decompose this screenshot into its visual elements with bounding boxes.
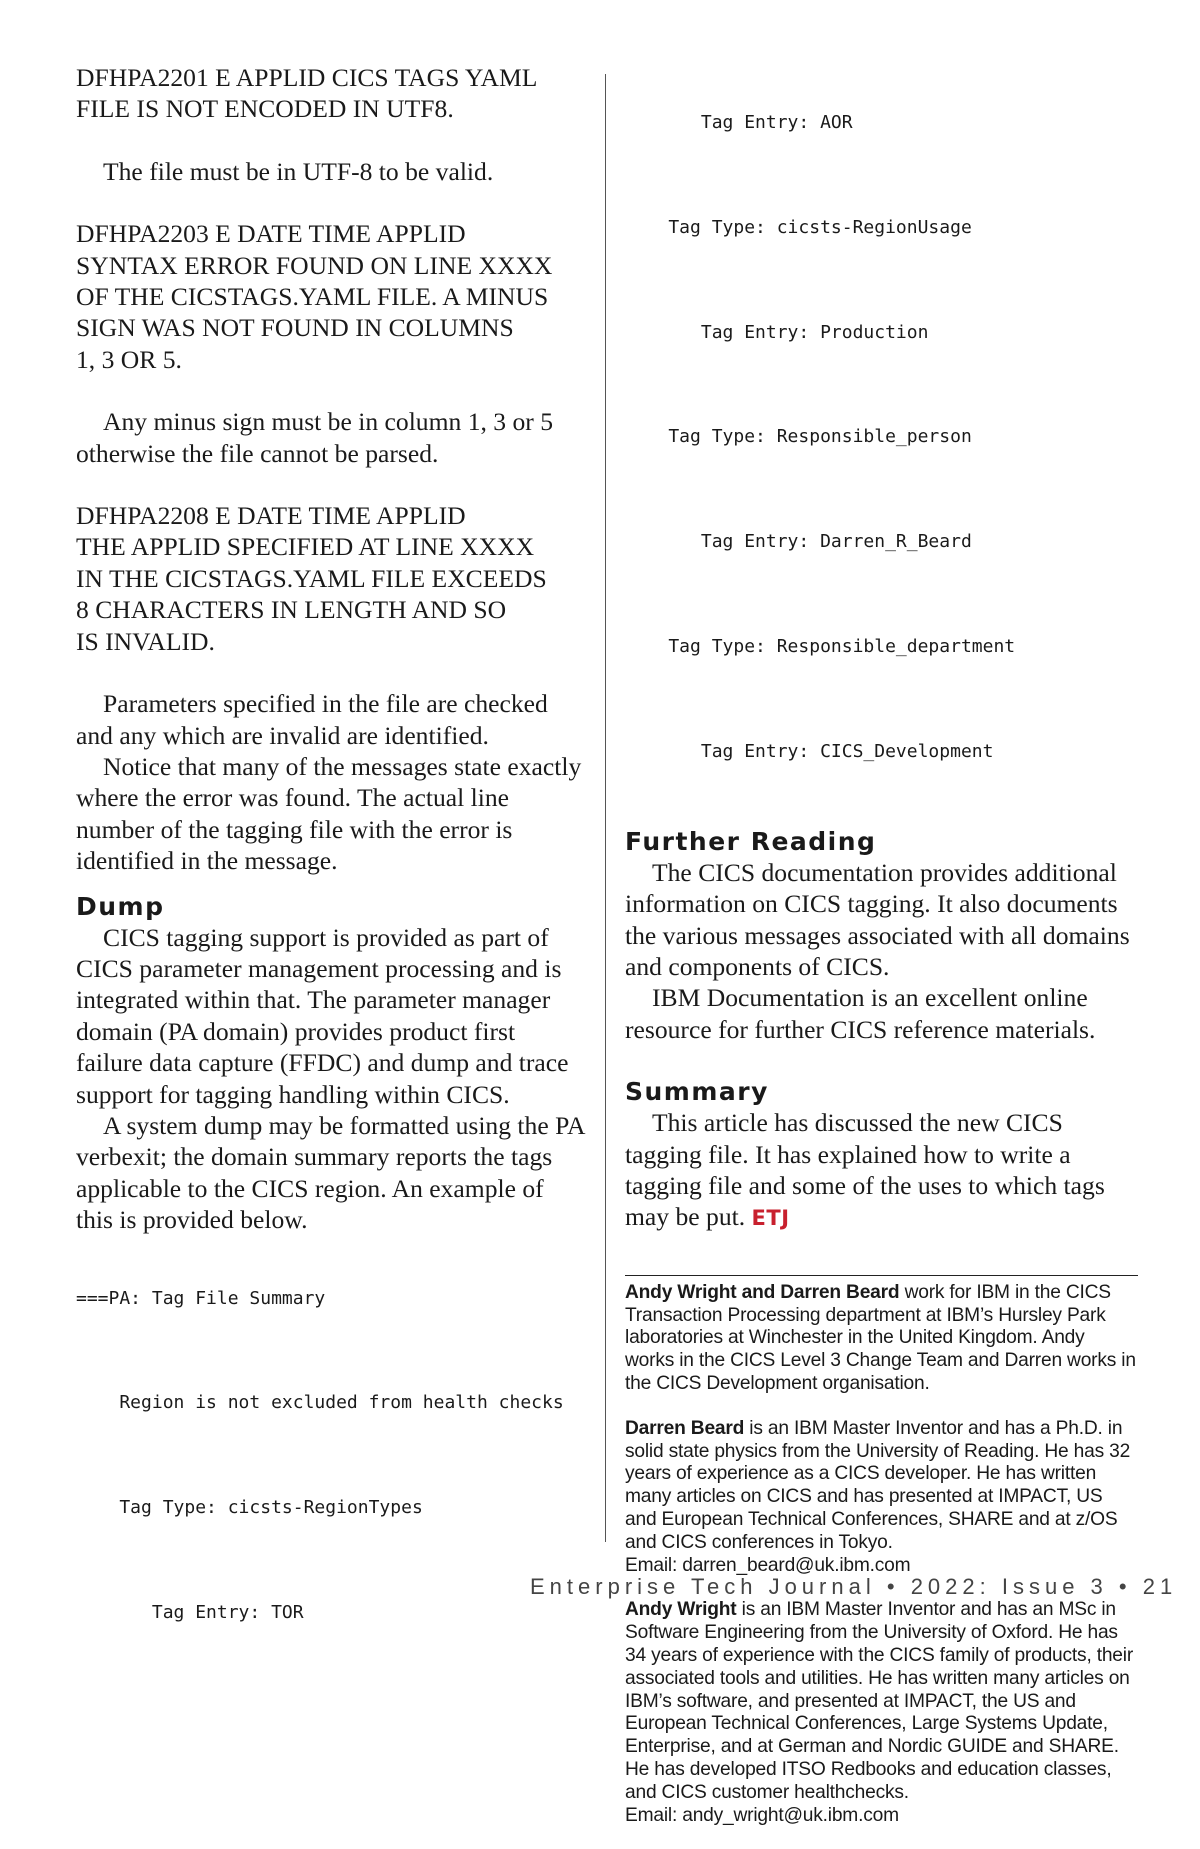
message-line: FILE IS NOT ENCODED IN UTF8. (76, 94, 454, 124)
message-line: DFHPA2208 E DATE TIME APPLID (76, 501, 466, 531)
bio-email: Email: darren_beard@uk.ibm.com (625, 1554, 911, 1576)
column-divider (605, 74, 606, 1542)
summary-heading: Summary (625, 1077, 769, 1107)
footer-bullet: • (886, 1574, 900, 1599)
bio-text: work for IBM in the CICS Transaction Processing department at IBM’s Hursley Park laboratories at Winchester in the United Kingdom. Andy works in the CICS Level 3 Change Team and Darren works in the CICS Development organisation. (625, 1281, 1136, 1395)
bio-text: is an IBM Master Inventor and has an MSc in Software Engineering from the University of Oxford. He has 34 years of experience with the CICS family of products, their associated tools and utilities. He has written many articles on IBM’s software, and presented at IMPACT, the US and European Technical Conferences, Large Systems Update, Enterprise, and at German and Nordic GUIDE and SHARE. He has developed ITSO Redbooks and education classes, and CICS customer healthchecks. (625, 1599, 1134, 1803)
explanation-paragraph: Any minus sign must be in column 1, 3 or 5 otherwise the file cannot be parsed. (76, 407, 554, 468)
explanation-paragraph: Parameters specified in the file are checked and any which are invalid are identified. (76, 689, 548, 750)
bio-name: Darren Beard (625, 1417, 745, 1439)
code-block (76, 1246, 586, 1707)
code-line: Tag Type: cicsts-RegionUsage (625, 216, 972, 238)
code-line: Tag Entry: Darren_R_Beard (625, 531, 972, 553)
message-line: 1, 3 OR 5. (76, 344, 182, 374)
dump-paragraph: CICS tagging support is provided as part of CICS parameter management processing and is integrated within that. The parameter manager domain (PA domain) provides product first failure data capture (FFDC) and dump and trace support for tagging handling within CICS. (76, 922, 569, 1109)
error-message (76, 62, 586, 125)
bio-name: Andy Wright (625, 1599, 737, 1621)
message-line: SIGN WAS NOT FOUND IN COLUMNS (76, 313, 514, 343)
bio-email: Email: andy_wright@uk.ibm.com (625, 1804, 899, 1826)
further-reading-paragraph: The CICS documentation provides additional information on CICS tagging. It also documents the various messages associated with all domains and components of CICS. (625, 857, 1130, 981)
message-line: DFHPA2201 E APPLID CICS TAGS YAML (76, 63, 538, 92)
summary-text: This article has discussed the new CICS tagging file. It has explained how to write a tagging file and some of the uses to which tags may be put. (625, 1108, 1105, 1232)
etj-end-mark: ETJ (751, 1206, 790, 1231)
message-line: IS INVALID. (76, 626, 215, 656)
further-reading-paragraph: IBM Documentation is an excellent online resource for further CICS reference materials. (625, 983, 1096, 1044)
message-line: IN THE CICSTAGS.YAML FILE EXCEEDS (76, 563, 547, 593)
message-line: DFHPA2203 E DATE TIME APPLID (76, 219, 466, 249)
code-line: Tag Entry: Production (625, 321, 929, 343)
author-bio (625, 1418, 1138, 1578)
code-line: Tag Entry: CICS_Development (625, 740, 994, 762)
publication-name: Enterprise Tech Journal (530, 1574, 876, 1599)
author-bio (625, 1599, 1138, 1827)
further-reading-heading: Further Reading (625, 826, 877, 856)
author-bio (625, 1282, 1138, 1396)
issue-label: 2022: Issue 3 (910, 1574, 1108, 1599)
left-column (76, 62, 586, 1707)
message-line: THE APPLID SPECIFIED AT LINE XXXX (76, 532, 535, 562)
bio-separator (625, 1275, 1138, 1276)
page-number: 21 (1142, 1574, 1178, 1599)
dump-paragraph: A system dump may be formatted using the PA verbexit; the domain summary reports the tags applicable to the CICS region. An example of this is provided below. (76, 1110, 585, 1235)
error-message (76, 218, 586, 375)
page-footer (530, 1574, 1178, 1600)
message-line: SYNTAX ERROR FOUND ON LINE XXXX (76, 250, 553, 280)
bio-name: Andy Wright and Darren Beard (625, 1281, 900, 1303)
bio-text: is an IBM Master Inventor and has a Ph.D. in solid state physics from the University of Reading. He has 32 years of experience as a CICS developer. He has written many articles on CICS and has presented at IMPACT, US and European Technical Conferences, SHARE and at z/OS and CICS conferences in Tokyo. (625, 1417, 1131, 1553)
explanation-paragraph: The file must be in UTF-8 to be valid. (103, 156, 494, 186)
code-block (625, 70, 1138, 827)
message-line: OF THE CICSTAGS.YAML FILE. A MINUS (76, 282, 549, 312)
code-line: Tag Entry: AOR (625, 112, 853, 133)
dump-heading: Dump (76, 891, 165, 921)
explanation-paragraph: Notice that many of the messages state exactly where the error was found. The actual line number of the tagging file with the error is identified in the message. (76, 751, 582, 876)
code-line: ===PA: Tag File Summary (76, 1287, 326, 1309)
code-line: Tag Type: Responsible_person (625, 426, 972, 448)
message-line: 8 CHARACTERS IN LENGTH AND SO (76, 595, 507, 625)
code-line: Tag Type: Responsible_department (625, 635, 1016, 657)
code-line: Tag Type: cicsts-RegionTypes (76, 1497, 423, 1519)
code-line: Tag Entry: TOR (76, 1601, 304, 1623)
footer-bullet: • (1118, 1574, 1132, 1599)
code-line: Region is not excluded from health checks (76, 1392, 564, 1414)
summary-paragraph (625, 1107, 1138, 1235)
error-message (76, 500, 586, 657)
